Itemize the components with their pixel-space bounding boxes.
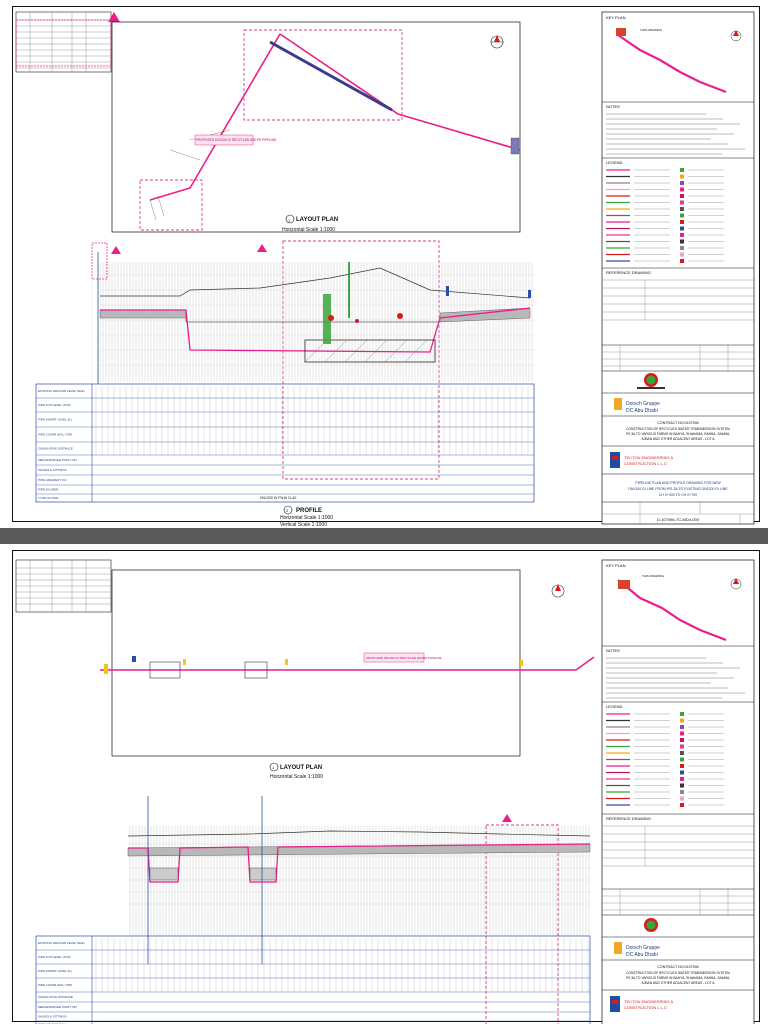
layout-plan-region: [112, 22, 520, 233]
drawing-sheet-2: [0, 544, 768, 1024]
legend-title: LEGEND: [606, 704, 623, 709]
pipe-label: PROPOSED DN1200 GI RECYCLED WATER PIPELINE: [366, 656, 442, 660]
profile-region: [128, 796, 590, 1024]
band-row-label: EXISTING GROUND LEVEL (EGL): [38, 389, 86, 394]
legend-title: LEGEND: [606, 160, 623, 165]
project-line-1: CONSTRUCTION OF RECYCLED WATER TRANSMISSION SYSTEM: [626, 971, 730, 975]
project-line-1: CONSTRUCTION OF RECYCLED WATER TRANSMISSION SYSTEM: [626, 427, 730, 431]
band-row-label: PIPE GRADIENT (%): [38, 478, 67, 483]
title-block: [602, 12, 754, 524]
coordinate-table: [16, 12, 120, 72]
contractor-name: Dorsch Gruppe: [626, 401, 660, 407]
band-row-label: EXISTING GROUND LEVEL (EGL): [38, 941, 86, 946]
band-row-label: PIPE DI LINER: [38, 487, 59, 492]
key-plan-title: KEY PLAN: [606, 15, 626, 20]
band-row-label: PIPE COVER (EGL-TOP): [38, 432, 73, 437]
company-sub: CONSTRUCTION L.L.C: [624, 461, 667, 466]
dorsch-logo-icon: [614, 398, 622, 410]
layout-plan-region: [100, 570, 594, 780]
profile-band-table: [36, 936, 590, 1024]
layout-title: LAYOUT PLAN: [296, 217, 339, 223]
project-line-3: AJBAN AND OTHER ADJACENT AREAS - LOT A: [641, 981, 715, 985]
title-line-3: CH 0+000 TO CH 0+700: [658, 493, 698, 497]
key-plan-title: KEY PLAN: [606, 563, 626, 568]
band-row-label: VALVES & FITTINGS: [38, 1014, 67, 1019]
project-line-3: AJBAN AND OTHER ADJACENT AREAS - LOT A: [641, 437, 715, 441]
profile-band-table: [36, 384, 534, 502]
company-name: TECTON ENGINEERING &: [624, 455, 674, 460]
coordinate-table: [16, 560, 111, 612]
layout-title: LAYOUT PLAN: [280, 765, 323, 771]
title-block: [602, 560, 754, 1024]
title-line-1: PIPELINE PLAN AND PROFILE DRAWING FOR NEW: [635, 481, 721, 485]
project-line-2: PS 3A TO VARIOUS FARMS IN BAHYA, SHAHAMA, RAHBA, SAMHA,: [625, 976, 731, 980]
this-drawing-label: THIS DRAWING: [640, 28, 663, 32]
pipe-label: PROPOSED DN1200 GI RECYCLED WATER PIPELINE: [196, 138, 277, 142]
layout-number: 1: [272, 765, 275, 770]
band-row-label: MEDIAN/RANGE POINT (IP): [38, 1005, 77, 1010]
reference-title: REFERENCE DRAWING: [606, 816, 651, 821]
band-row-label: CUMULATIVE DISTANCE: [38, 446, 73, 451]
sheet-2-drawing: [0, 544, 768, 1024]
this-drawing-label: THIS DRAWING: [642, 574, 665, 578]
title-line-2: DN1200 DI LINE FROM IPS-3A TO EXISTING DN1200 DI LINE: [628, 487, 728, 491]
layout-scale: Horizontal Scale 1:1000: [282, 227, 336, 233]
band-row-label: PIPE TOP LEVEL (TOP): [38, 403, 71, 408]
contract-no: CONTRACT NO:0107596: [657, 421, 699, 425]
band-row-label: VALVES & FITTINGS: [38, 468, 67, 473]
band-row-label: CUMULATIVE DISTANCE: [38, 995, 73, 1000]
notes-title: NOTES: [606, 104, 620, 109]
contract-no: CONTRACT NO:0107596: [657, 965, 699, 969]
profile-region: [92, 241, 535, 479]
band-bottom-label: DN1200 DI PN16 CL40: [260, 496, 297, 500]
contractor-sub: DC Abu Dhabi: [626, 408, 658, 414]
dorsch-logo-icon: [614, 942, 622, 954]
notes-title: NOTES: [606, 648, 620, 653]
layout-number: 1: [288, 218, 291, 223]
contractor-name: Dorsch Gruppe: [626, 945, 660, 951]
layout-scale: Horizontal Scale 1:1000: [270, 774, 324, 780]
contractor-sub: DC Abu Dhabi: [626, 952, 658, 958]
profile-grid: [92, 270, 535, 382]
band-row-label: TYPE OF PIPE: [38, 496, 59, 501]
profile-title: PROFILE: [296, 508, 323, 514]
profile-v-scale: Vertical Scale 1:1000: [280, 522, 327, 528]
profile-h-scale: Horizontal Scale 1:1000: [280, 515, 334, 521]
band-row-label: MEDIAN/RANGE POINT (IP): [38, 458, 77, 463]
band-row-label: PIPE TOP LEVEL (TOP): [38, 955, 71, 960]
band-row-label: PIPE COVER (EGL-TOP): [38, 983, 73, 988]
project-line-2: PS 3A TO VARIOUS FARMS IN BAHYA, SHAHAMA, RAHBA, SAMHA,: [625, 432, 731, 436]
band-row-label: PIPE INVERT LEVEL (IL): [38, 969, 72, 974]
reference-title: REFERENCE DRAWING: [606, 270, 651, 275]
company-sub: CONSTRUCTION L.L.C: [624, 1005, 667, 1010]
drawing-number: D-107596-TC-MD4-000: [656, 517, 700, 522]
band-row-label: PIPE INVERT LEVEL (IL): [38, 417, 72, 422]
company-name: TECTON ENGINEERING &: [624, 999, 674, 1004]
profile-number: 2: [286, 508, 289, 513]
